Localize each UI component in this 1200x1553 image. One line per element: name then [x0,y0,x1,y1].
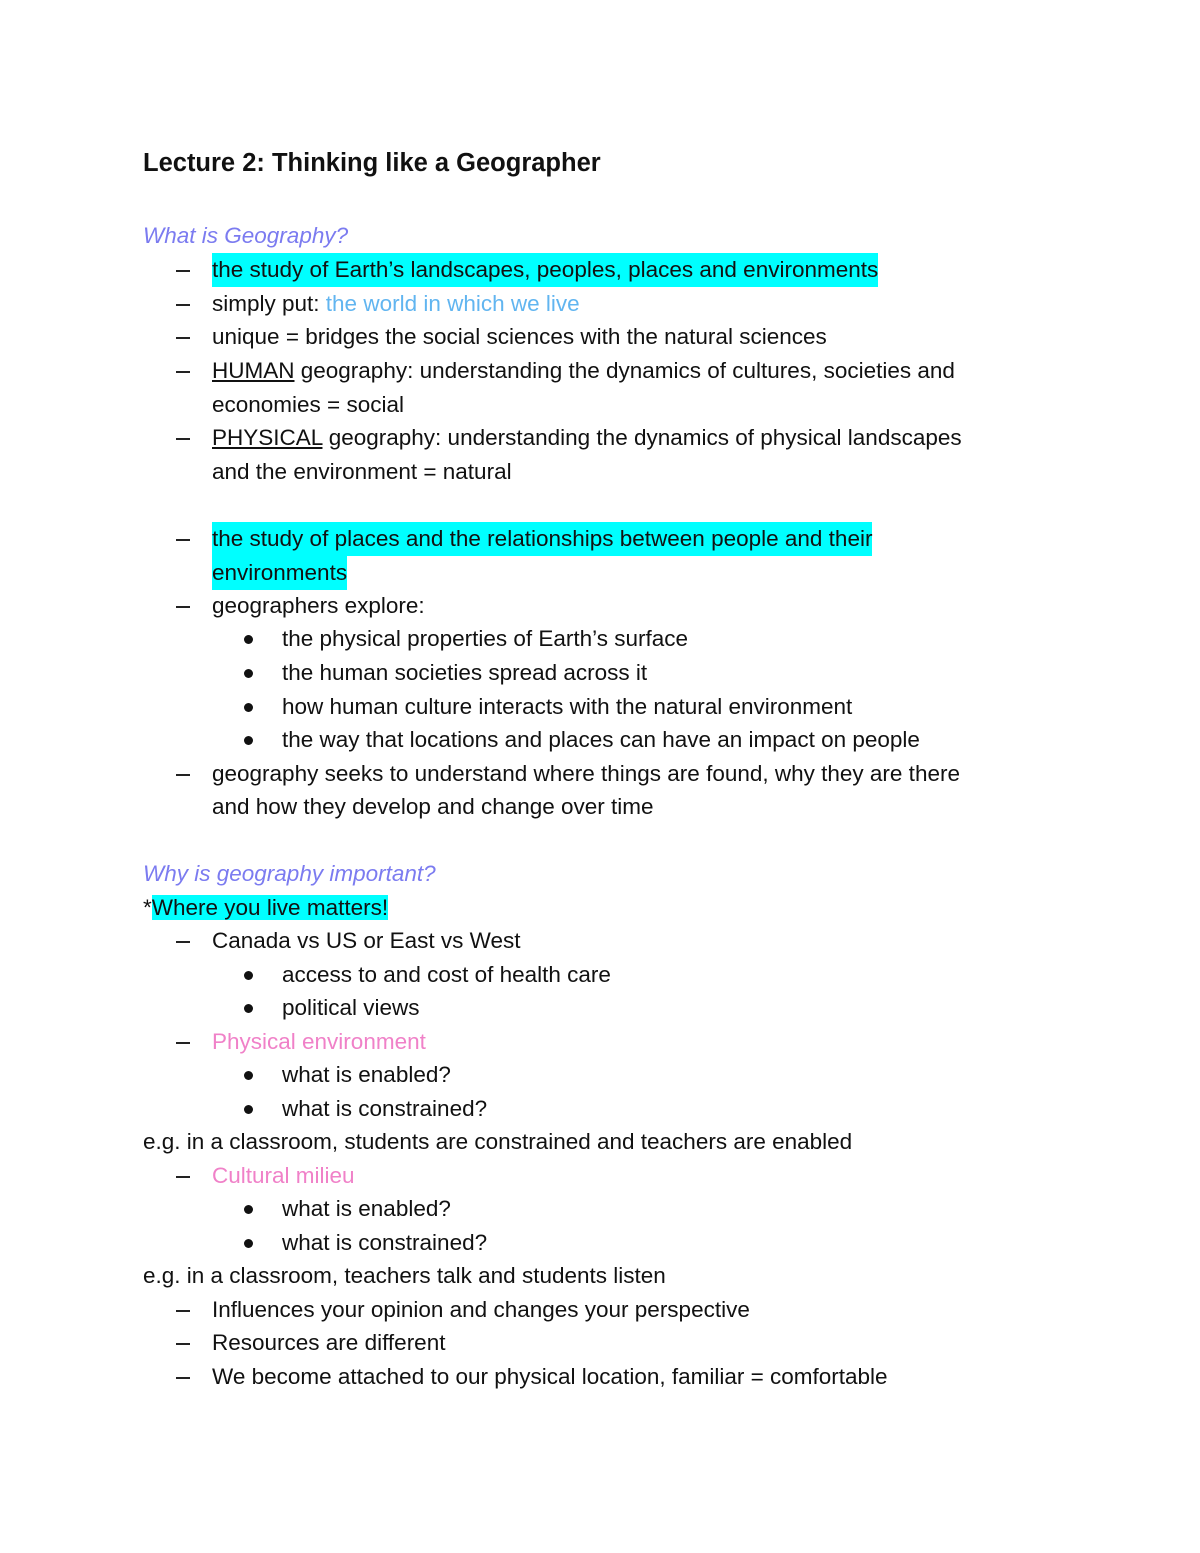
colored-text: the world in which we live [325,291,580,316]
sub-list-item-text: the way that locations and places can have an impact on people [282,727,920,752]
bullet-dot-icon [244,1105,253,1114]
highlighted-text: the study of places and the relationships between people and their [212,522,872,556]
dash-bullet [176,1042,190,1044]
sub-list-item-text: the physical properties of Earth’s surface [282,626,689,651]
bullet-dot-icon [244,971,253,980]
list-item-text: We become attached to our physical location, familiar = comfortable [212,1364,888,1389]
bullet-dot-icon [244,1205,253,1214]
section-heading-what-is-geography: What is Geography? [143,223,349,248]
list-item-text: Canada vs US or East vs West [212,928,521,953]
sub-list-item-text: access to and cost of health care [282,962,611,987]
dash-bullet [176,337,190,339]
sub-list-item-text: what is constrained? [282,1230,488,1255]
list-item-text: Influences your opinion and changes your perspective [212,1297,750,1322]
bullet-dot-icon [244,1239,253,1248]
list-item-text: and how they develop and change over time [212,794,654,819]
example-line: e.g. in a classroom, students are constrained and teachers are enabled [143,1129,853,1154]
colored-text: Physical environment [212,1029,426,1054]
dash-bullet [176,774,190,776]
dash-bullet [176,1310,190,1312]
sub-list-item-text: what is enabled? [282,1196,451,1221]
dash-bullet [176,539,190,541]
bullet-dot-icon [244,635,253,644]
highlighted-text: Where you live matters! [151,895,389,920]
asterisk: * [143,895,152,920]
bullet-dot-icon [244,1004,253,1013]
sub-list-item-text: what is enabled? [282,1062,451,1087]
dash-bullet [176,371,190,373]
list-item-text [212,421,962,455]
section-heading-why-important: Why is geography important? [143,861,436,886]
text-prefix: simply put: [212,291,326,316]
sub-list-item-text: political views [282,995,420,1020]
underlined-text: HUMAN [212,358,295,383]
list-item-text: geography seeks to understand where things are found, why they are there [212,761,960,786]
sub-list-item-text: what is constrained? [282,1096,488,1121]
list-item-text [212,354,955,388]
sub-list-item-text: how human culture interacts with the natural environment [282,694,853,719]
dash-bullet [176,270,190,272]
list-item-text: Resources are different [212,1330,446,1355]
bullet-dot-icon [244,1071,253,1080]
dash-bullet [176,304,190,306]
bullet-dot-icon [244,669,253,678]
list-item-text [212,287,580,321]
list-item-text: and the environment = natural [212,459,512,484]
dash-bullet [176,606,190,608]
list-item-text: economies = social [212,392,404,417]
highlighted-text: the study of Earth’s landscapes, peoples, places and environments [212,253,878,287]
dash-bullet [176,1343,190,1345]
dash-bullet [176,1176,190,1178]
bullet-dot-icon [244,703,253,712]
example-line: e.g. in a classroom, teachers talk and students listen [143,1263,666,1288]
dash-bullet [176,941,190,943]
dash-bullet [176,438,190,440]
bullet-dot-icon [244,736,253,745]
highlighted-text: environments [212,556,347,590]
dash-bullet [176,1377,190,1379]
sub-list-item-text: the human societies spread across it [282,660,648,685]
text-rest: geography: understanding the dynamics of physical landscapes [322,425,962,450]
colored-text: Cultural milieu [212,1163,355,1188]
list-item-text: geographers explore: [212,593,425,618]
emphasis-line [143,891,388,925]
underlined-text: PHYSICAL [212,425,323,450]
page-title: Lecture 2: Thinking like a Geographer [143,149,601,177]
text-rest: geography: understanding the dynamics of cultures, societies and [294,358,955,383]
list-item-text: unique = bridges the social sciences with the natural sciences [212,324,827,349]
